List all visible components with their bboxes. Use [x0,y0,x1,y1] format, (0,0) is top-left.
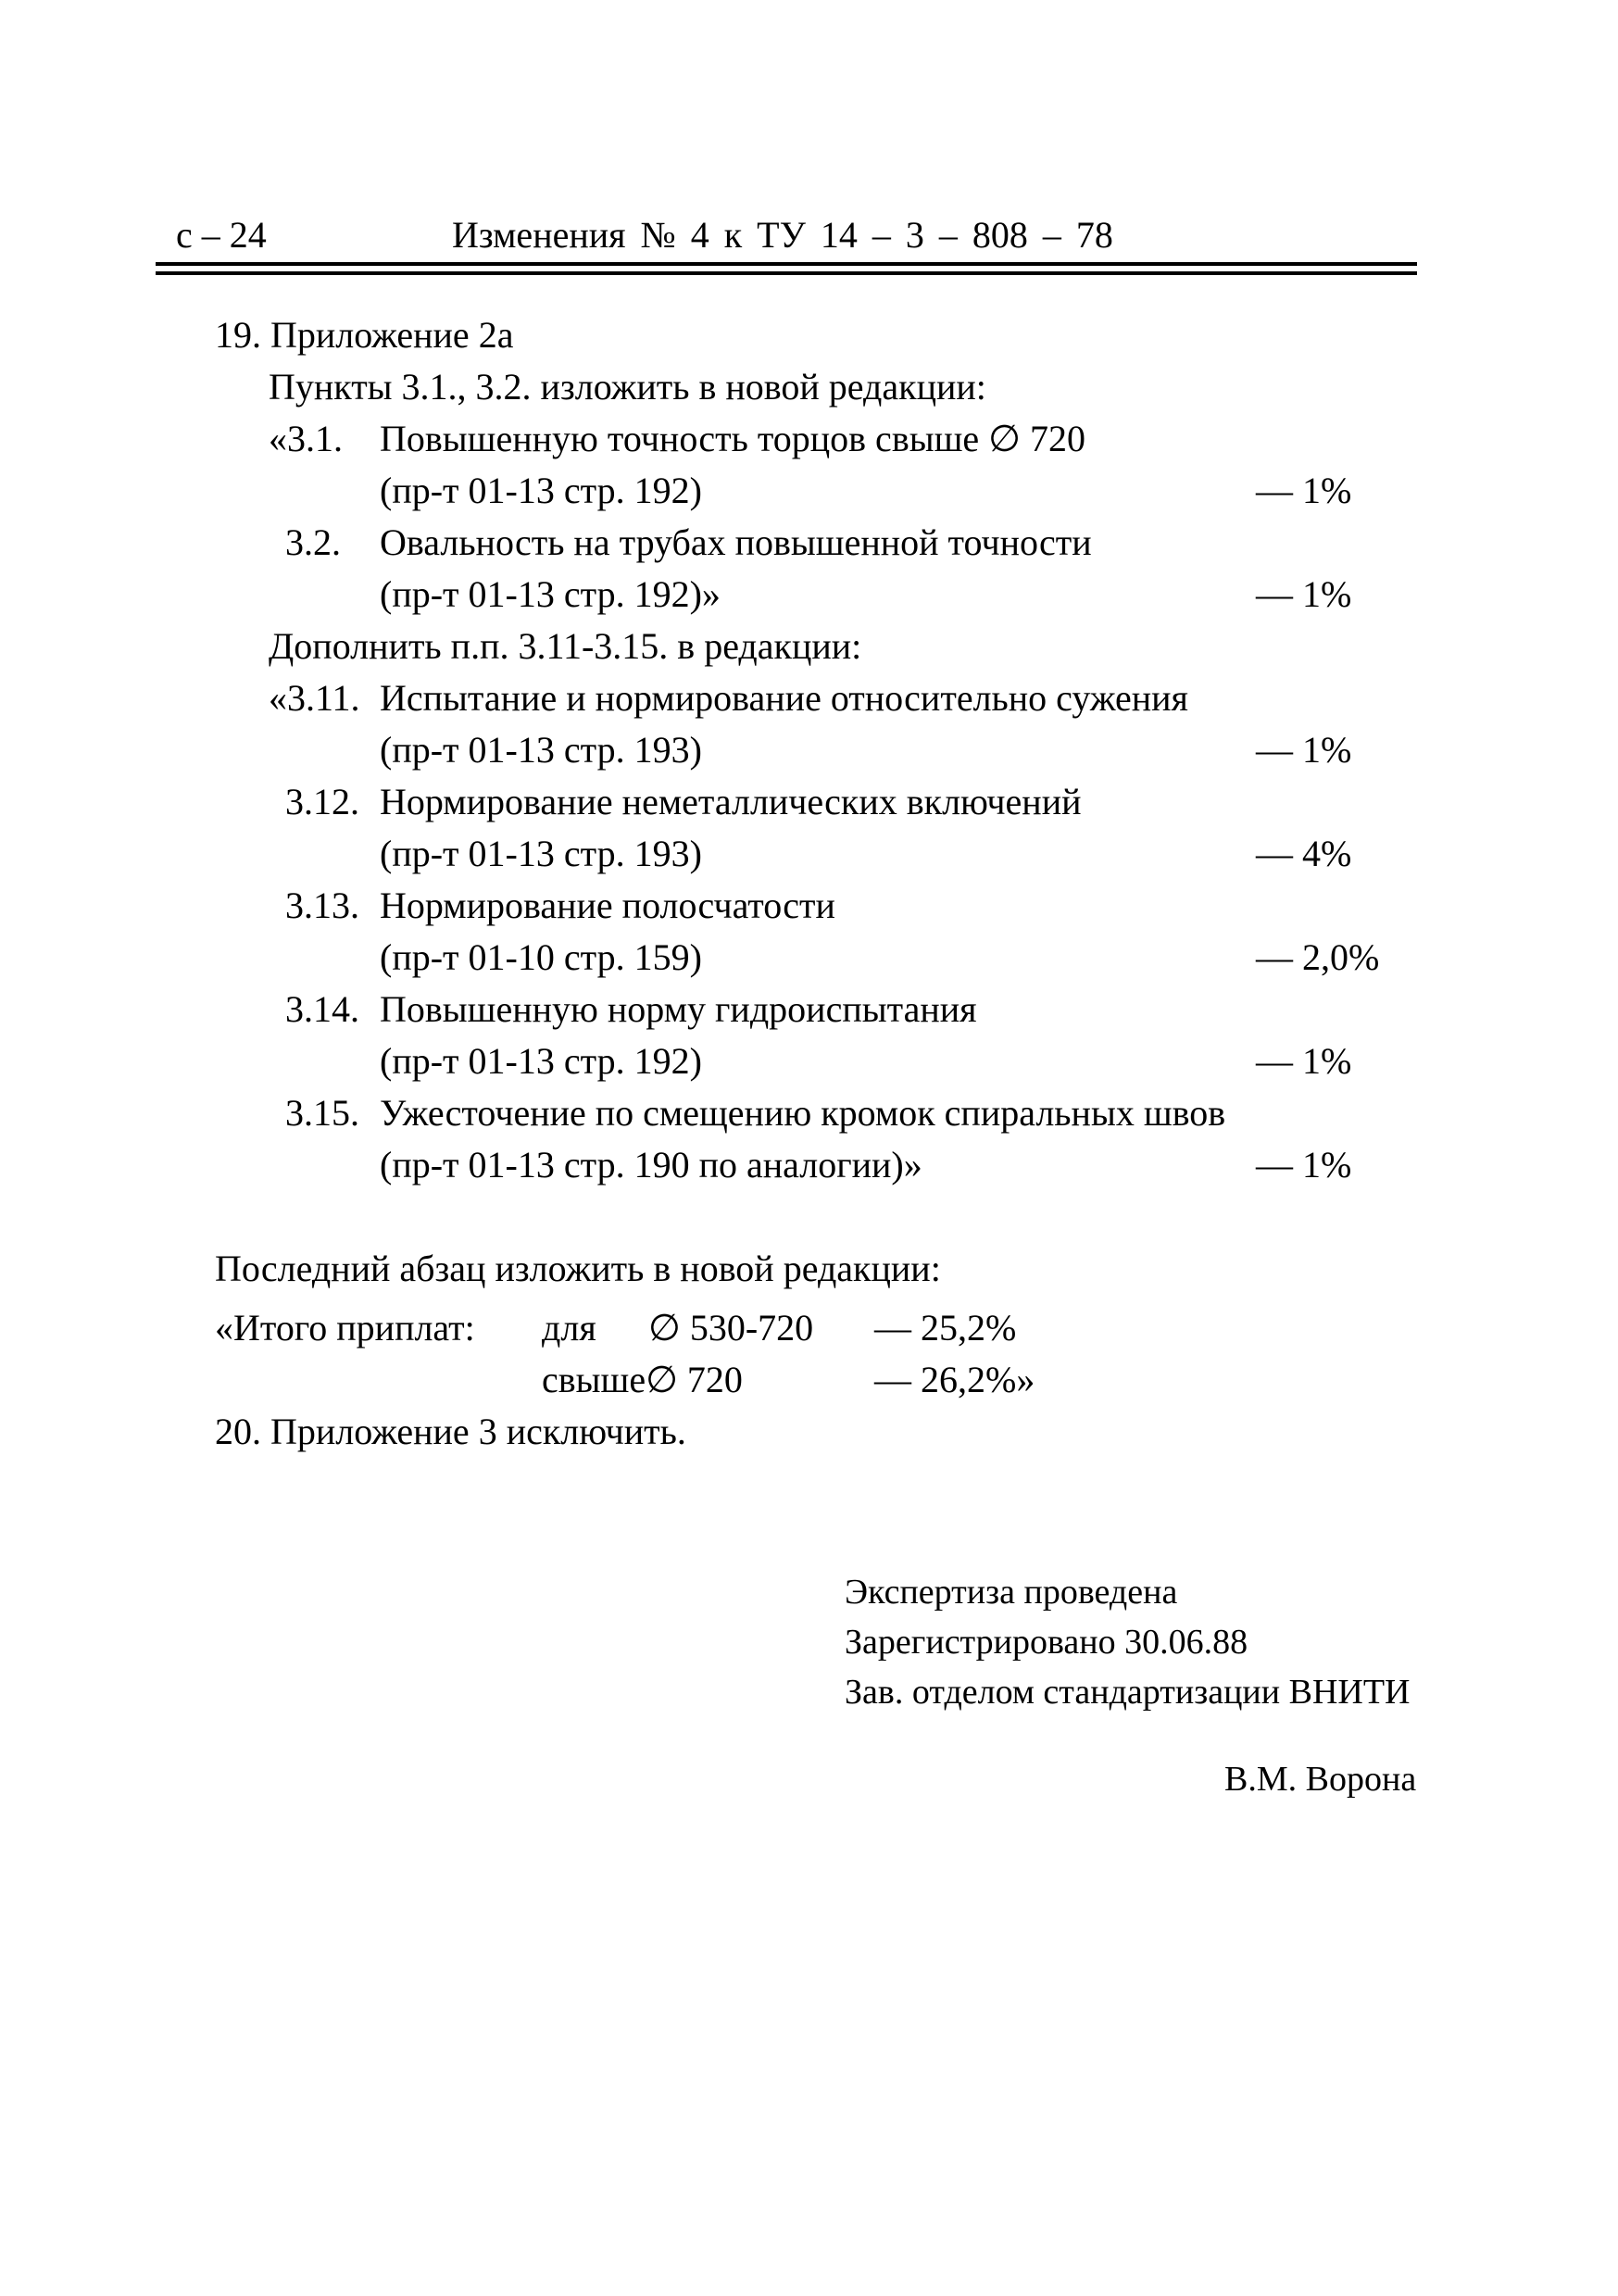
item-reference: (пр-т 01-10 стр. 159) [380,936,702,978]
item-number: 3.2. [285,521,341,563]
section-20: 20. Приложение 3 исключить. [215,1411,686,1452]
item-number: 3.14. [285,988,359,1030]
last-paragraph-intro: Последний абзац изложить в новой редакции: [215,1248,941,1289]
item-text: Повышенную точность торцов свыше ∅ 720 [380,418,1085,459]
signature-line-department: Зав. отделом стандартизации ВНИТИ [845,1673,1411,1712]
item-reference: (пр-т 01-13 стр. 193) [380,833,702,874]
total-range: свыше∅ 720 [542,1359,743,1400]
signature-line-registered: Зарегистрировано 30.06.88 [845,1623,1248,1662]
item-text: Нормирование полосчатости [380,885,835,926]
item-reference: (пр-т 01-13 стр. 193) [380,729,702,771]
item-reference: (пр-т 01-13 стр. 190 по аналогии)» [380,1144,922,1186]
item-text: Повышенную норму гидроиспытания [380,988,977,1030]
signature-name: В.М. Ворона [1224,1760,1417,1799]
item-number: «3.1. [269,418,343,459]
document-title: Изменения № 4 к ТУ 14 – 3 – 808 – 78 [452,214,1113,256]
section-19-intro: Пункты 3.1., 3.2. изложить в новой редакции: [269,366,986,408]
total-value: — 25,2% [874,1307,1017,1349]
item-value: — 1% [1256,1144,1352,1186]
item-value: — 2,0% [1256,936,1380,978]
item-text: Нормирование неметаллических включений [380,781,1082,822]
item-number: 3.15. [285,1092,359,1134]
total-label: «Итого приплат: [215,1307,475,1349]
item-reference: (пр-т 01-13 стр. 192) [380,470,702,511]
item-value: — 1% [1256,729,1352,771]
item-value: — 1% [1256,470,1352,511]
item-text: Ужесточение по смещению кромок спиральных швов [380,1092,1226,1134]
header-rule-bottom [156,271,1417,275]
total-value: — 26,2%» [874,1359,1035,1400]
signature-line-expertise: Экспертиза проведена [845,1573,1178,1612]
item-text: Овальность на трубах повышенной точности [380,521,1092,563]
total-range: ∅ 530-720 [648,1307,814,1349]
item-reference: (пр-т 01-13 стр. 192)» [380,573,721,615]
item-value: — 1% [1256,1040,1352,1082]
add-intro: Дополнить п.п. 3.11-3.15. в редакции: [269,625,862,667]
item-reference: (пр-т 01-13 стр. 192) [380,1040,702,1082]
header-rule-top [156,262,1417,266]
item-value: — 1% [1256,573,1352,615]
item-number: 3.12. [285,781,359,822]
section-19-heading: 19. Приложение 2а [215,314,514,356]
total-for-label: для [542,1307,596,1349]
item-number: «3.11. [269,677,360,719]
page-number: с – 24 [176,214,267,256]
item-text: Испытание и нормирование относительно сужения [380,677,1188,719]
item-value: — 4% [1256,833,1352,874]
item-number: 3.13. [285,885,359,926]
